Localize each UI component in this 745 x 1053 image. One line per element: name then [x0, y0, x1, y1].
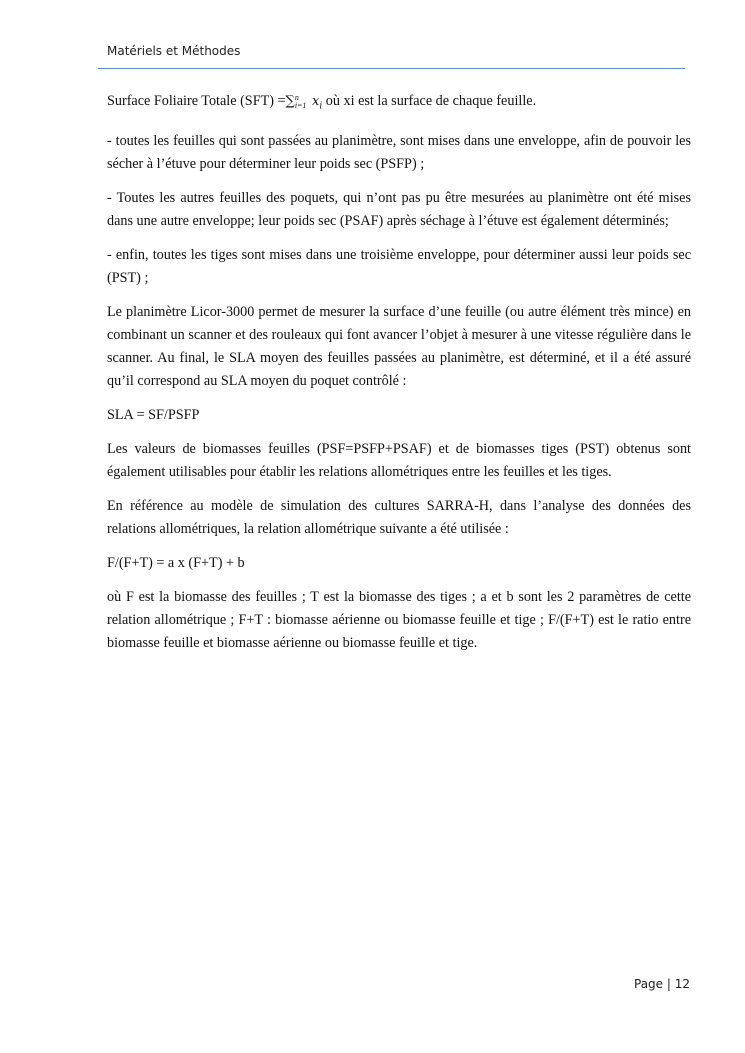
header-rule: [98, 68, 685, 69]
paragraph: Le planimètre Licor-3000 permet de mesurer la surface d’une feuille (ou autre élément très mince) en combinant un scanner et des rouleaux qui font avancer l’objet à mesurer à une vitesse régulière dans le scanner. Au final, le SLA moyen des feuilles passées au planimètre, est déterminé, et il a été assuré qu’il correspond au SLA moyen du poquet contrôlé :: [107, 303, 691, 389]
formula-paragraph: [107, 90, 691, 119]
equation-sla: SLA = SF/PSFP: [107, 406, 200, 423]
paragraph: où F est la biomasse des feuilles ; T est la biomasse des tiges ; a et b sont les 2 paramètres de cette relation allométrique ; F+T : biomasse aérienne ou biomasse feuille et tige ; F/(F+T) est le ratio entre biomasse feuille et biomasse aérienne ou biomasse feuille et tige.: [107, 588, 691, 651]
sum-upper: n: [294, 92, 299, 102]
paragraph: - Toutes les autres feuilles des poquets, qui n’ont pas pu être mesurées au planimètre ont été mises dans une autre enveloppe; leur poids sec (PSAF) après séchage à l’étuve est également déterminés;: [107, 189, 691, 229]
formula-variable: $x_i$: [311, 94, 323, 112]
equation-allometric: F/(F+T) = a x (F+T) + b: [107, 554, 245, 571]
sum-limits: [295, 94, 307, 110]
paragraph: En référence au modèle de simulation des cultures SARRA-H, dans l’analyse des données des relations allométriques, la relation allométrique suivante a été utilisée :: [107, 497, 691, 537]
document-body: [107, 90, 691, 666]
paragraph: - enfin, toutes les tiges sont mises dans une troisième enveloppe, pour déterminer aussi leur poids sec (PST) ;: [107, 246, 691, 286]
paragraph: Les valeurs de biomasses feuilles (PSF=PSFP+PSAF) et de biomasses tiges (PST) obtenus sont également utilisables pour établir les relations allométriques entre les feuilles et les tiges.: [107, 440, 691, 480]
paragraph: - toutes les feuilles qui sont passées au planimètre, sont mises dans une enveloppe, afin de pouvoir les sécher à l’étuve pour déterminer leur poids sec (PSFP) ;: [107, 132, 691, 172]
formula-prefix: Surface Foliaire Totale (SFT) =: [107, 93, 286, 109]
formula-suffix: où xi est la surface de chaque feuille.: [322, 93, 537, 109]
sum-symbol: ∑: [285, 94, 295, 109]
running-header: Matériels et Méthodes: [107, 44, 241, 58]
page-number: Page | 12: [634, 977, 690, 991]
sum-lower: i=1: [294, 100, 307, 110]
